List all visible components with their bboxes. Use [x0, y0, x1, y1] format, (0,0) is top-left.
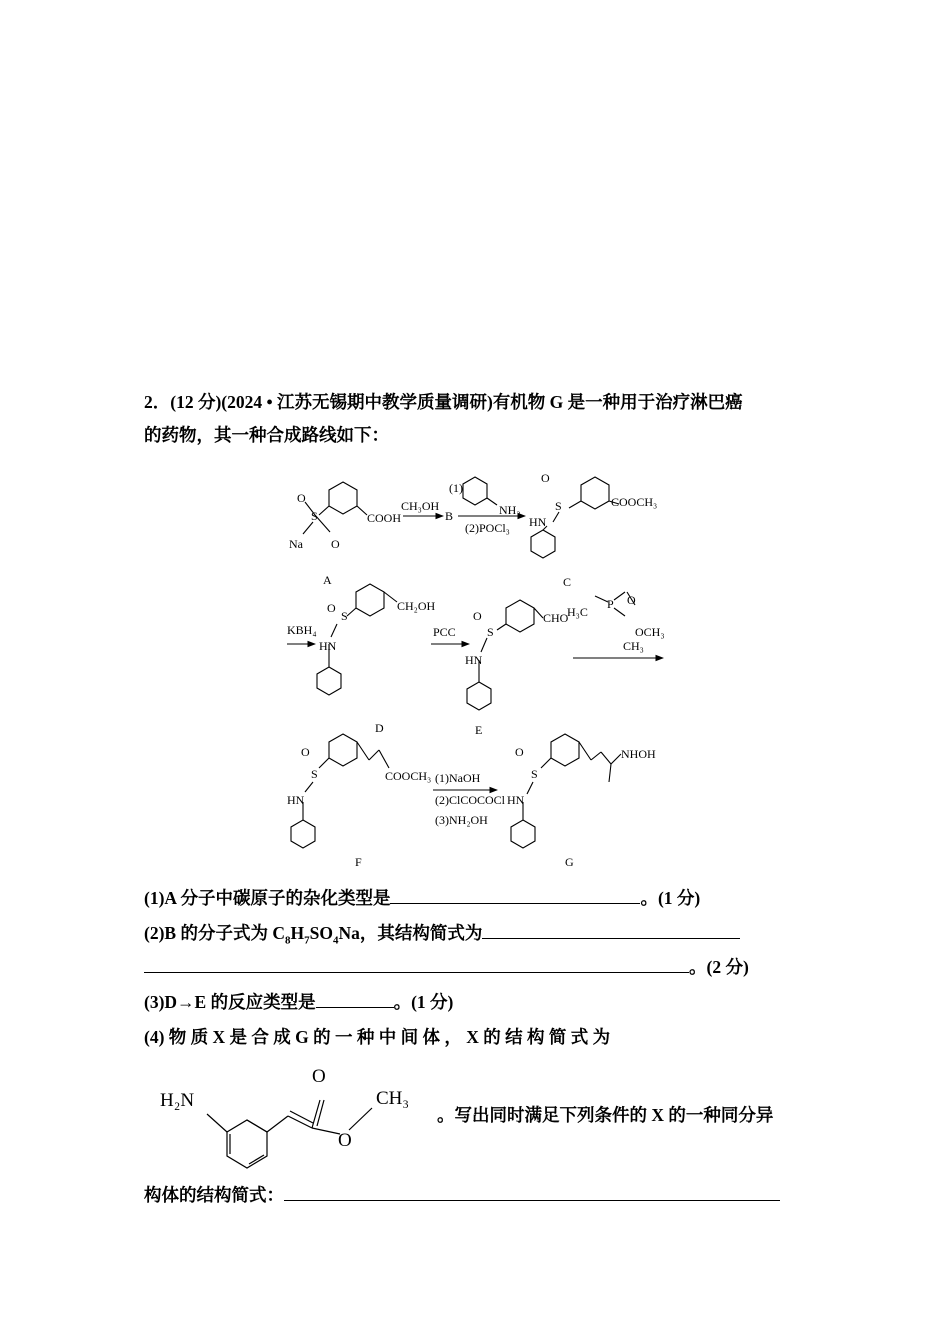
step6-r3: (3)NH₂OH: [435, 813, 488, 827]
q1-answer-blank[interactable]: [390, 887, 640, 904]
g-s: S: [531, 767, 538, 781]
question-1: [144, 887, 700, 909]
f-s: S: [311, 767, 318, 781]
f-hn: HN: [287, 793, 305, 807]
step3-reagent: KBH₄: [287, 623, 317, 637]
label-g: G: [565, 855, 574, 869]
q2-h: H: [290, 923, 305, 943]
d-ch2oh: CH₂OH: [397, 599, 436, 613]
a-o1: O: [297, 491, 306, 505]
q2-so: SO: [309, 923, 333, 943]
question-3: [144, 991, 453, 1013]
step2-reagent1: (1): [449, 481, 463, 495]
c-o: O: [541, 472, 550, 485]
question-header: (12 分)(2024 • 江苏无锡期中教学质量调研): [170, 392, 493, 412]
d-s: S: [341, 609, 348, 623]
q1-text: (1)A 分子中碳原子的杂化类型是: [144, 888, 391, 908]
synthesis-scheme: [275, 472, 675, 872]
question-intro-line1: [144, 391, 743, 413]
label-c: C: [563, 575, 572, 589]
question-4: [144, 1026, 610, 1048]
step6-r1: (1)NaOH: [435, 771, 481, 785]
x-h2n: H₂N: [160, 1090, 195, 1111]
q3-answer-blank[interactable]: [316, 991, 394, 1008]
p-p: P: [607, 597, 614, 611]
x-o-bottom: O: [338, 1130, 352, 1151]
f-o: O: [301, 745, 310, 759]
question-intro: 有机物 G 是一种用于治疗淋巴癌: [492, 392, 743, 412]
q2-text-a: (2)B 的分子式为 C: [144, 923, 285, 943]
x-molecule-structure: [150, 1060, 430, 1170]
step4-reagent: PCC: [433, 625, 456, 639]
c-hn: HN: [529, 515, 547, 529]
d-o: O: [327, 601, 336, 615]
question-2-cont: [144, 956, 749, 978]
q2-score: 。(2 分): [689, 957, 749, 977]
label-d: D: [375, 721, 384, 735]
q2-answer-blank-2[interactable]: [144, 956, 689, 973]
p-ch3: CH₃: [623, 639, 644, 653]
p-h3c: H₃C: [567, 605, 588, 619]
g-hn: HN: [507, 793, 525, 807]
e-cho: CHO: [543, 611, 569, 625]
e-s: S: [487, 625, 494, 639]
label-a: A: [323, 573, 332, 587]
q4-answer-blank[interactable]: [284, 1184, 780, 1201]
label-e: E: [475, 723, 483, 737]
a-cooh: COOH: [367, 511, 402, 525]
q4-line3: 构体的结构简式：: [144, 1185, 284, 1205]
f-cooch3: COOCH₃: [385, 769, 432, 783]
x-ch3: CH₃: [376, 1088, 410, 1109]
q4-line1: (4) 物 质 X 是 合 成 G 的 一 种 中 间 体 ， X 的 结 构 简 式 为: [144, 1027, 611, 1047]
label-f: F: [355, 855, 362, 869]
question-number: 2．: [144, 392, 171, 412]
q4-after-structure: 。写出同时满足下列条件的 X 的一种同分异: [437, 1105, 774, 1125]
step2-nh2: NH₂: [499, 503, 521, 517]
a-na: Na: [289, 537, 303, 551]
e-o: O: [473, 609, 482, 623]
d-hn: HN: [319, 639, 337, 653]
question-intro-continuation: 的药物，其一种合成路线如下：: [144, 425, 389, 445]
a-s: S: [311, 509, 318, 523]
x-o-top: O: [312, 1066, 326, 1087]
c-s: S: [555, 499, 562, 513]
question-intro-line2: [144, 424, 389, 446]
question-4-line3: [144, 1184, 780, 1206]
c-cooch3: COOCH₃: [611, 495, 658, 509]
step1-reagent: CH₃OH: [401, 499, 440, 513]
g-o: O: [515, 745, 524, 759]
q2-sub-7: 7: [304, 934, 310, 947]
q2-answer-blank-1[interactable]: [482, 922, 740, 939]
compound-b: B: [445, 509, 454, 523]
q2-sub-8: 8: [284, 934, 291, 947]
q3-score: 。(1 分): [393, 992, 454, 1012]
p-o: O: [627, 593, 636, 607]
step2-reagent2: (2)POCl₃: [465, 521, 510, 535]
step6-r2: (2)ClCOCOCl: [435, 793, 506, 807]
q3-text: (3)D→E 的反应类型是: [144, 992, 316, 1012]
q1-score: 。(1 分): [640, 888, 701, 908]
question-2: [144, 922, 740, 952]
g-nhoh: NHOH: [621, 747, 656, 761]
q2-text-b: Na，其结构简式为: [338, 923, 483, 943]
a-o2: O: [331, 537, 340, 551]
question-4-line2: [437, 1104, 773, 1126]
e-hn: HN: [465, 653, 483, 667]
q2-sub-4: 4: [332, 934, 339, 947]
p-och3: OCH₃: [635, 625, 665, 639]
